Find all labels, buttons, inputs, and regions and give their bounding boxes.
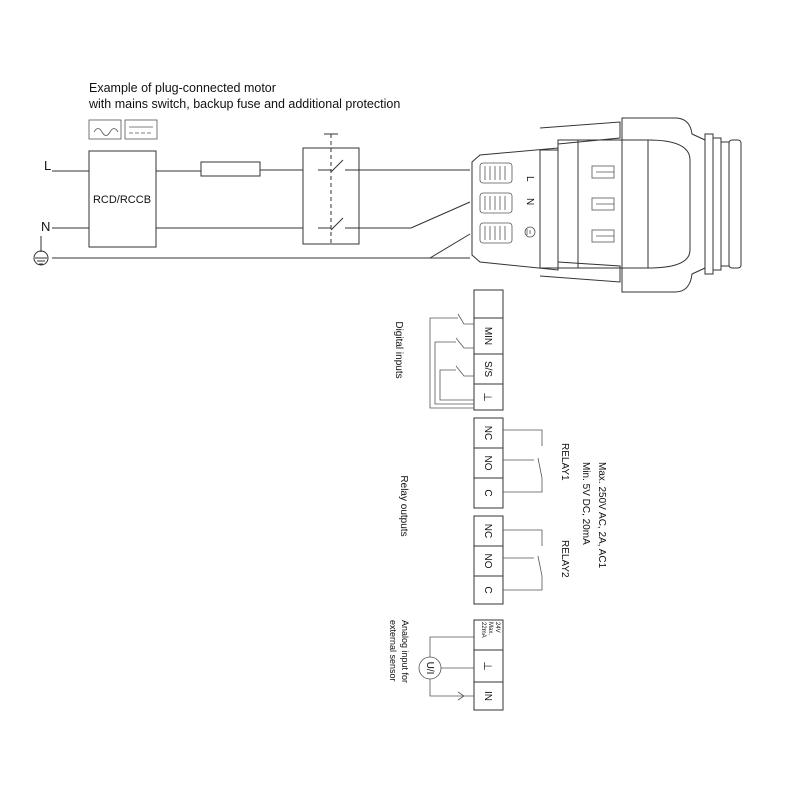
rcd-type-symbols bbox=[89, 120, 157, 139]
supply-max-label: Max. bbox=[487, 622, 493, 636]
relay2-label: RELAY2 bbox=[559, 540, 570, 578]
dc-symbol-box bbox=[125, 120, 157, 139]
relay1-label: RELAY1 bbox=[559, 443, 570, 481]
relay2-block bbox=[474, 516, 570, 604]
relay1-c-label: C bbox=[482, 489, 493, 497]
analog-label-line1: Analog input for bbox=[400, 620, 410, 684]
relay2-c-label: C bbox=[482, 586, 493, 594]
ac-wave-icon bbox=[94, 129, 118, 136]
sensor-label: U/I bbox=[424, 661, 435, 675]
plug-earth-icon bbox=[525, 227, 535, 237]
terminal-ss-label: S/S bbox=[482, 360, 493, 378]
plug-connector bbox=[472, 118, 741, 292]
relay2-no-label: NO bbox=[482, 553, 493, 569]
analog-in-label: IN bbox=[482, 691, 493, 701]
motor-housing bbox=[622, 118, 705, 292]
neutral-label: N bbox=[41, 219, 51, 234]
relay-outputs-label: Relay outputs bbox=[398, 475, 409, 537]
caption-line-2: with mains switch, backup fuse and additional protection bbox=[89, 97, 401, 111]
plug-latch-bottom bbox=[540, 262, 620, 282]
analog-gnd-label: ⊥ bbox=[481, 661, 493, 671]
plug-line-label: L bbox=[524, 176, 535, 182]
backup-fuse bbox=[201, 162, 260, 176]
motor-flange bbox=[705, 134, 741, 274]
socket-pins bbox=[592, 166, 614, 242]
earth-ground-icon bbox=[34, 236, 48, 265]
relay1-no-label: NO bbox=[482, 455, 493, 471]
rcd-label: RCD/RCCB bbox=[92, 194, 152, 206]
caption-line-1: Example of plug-connected motor bbox=[89, 81, 276, 95]
digital-inputs-label: Digital inputs bbox=[393, 321, 404, 379]
relay1-block bbox=[474, 418, 570, 508]
analog-input-block bbox=[388, 620, 503, 710]
relay1-nc-label: NC bbox=[482, 425, 493, 441]
plug-neutral-label: N bbox=[524, 198, 535, 206]
digital-inputs-block bbox=[393, 290, 503, 410]
relay-rating-max: Max. 250V AC, 2A, AC1 bbox=[596, 462, 607, 569]
mains-section bbox=[34, 134, 470, 265]
neutral-wire-to-plug bbox=[411, 202, 470, 228]
plug-latch-top bbox=[540, 122, 620, 144]
line-label: L bbox=[44, 158, 52, 173]
relay-rating-min: Min. 5V DC, 20mA bbox=[580, 462, 591, 545]
plug-grip-slots bbox=[480, 163, 512, 243]
terminal-gnd-label: ⊥ bbox=[481, 392, 493, 402]
supply-24v-label: 24V bbox=[494, 622, 500, 633]
analog-label-line2: external sensor bbox=[388, 620, 398, 682]
supply-current-label: 22mA bbox=[480, 622, 486, 638]
terminal-min-label: MIN bbox=[482, 326, 493, 346]
relay2-nc-label: NC bbox=[482, 523, 493, 539]
